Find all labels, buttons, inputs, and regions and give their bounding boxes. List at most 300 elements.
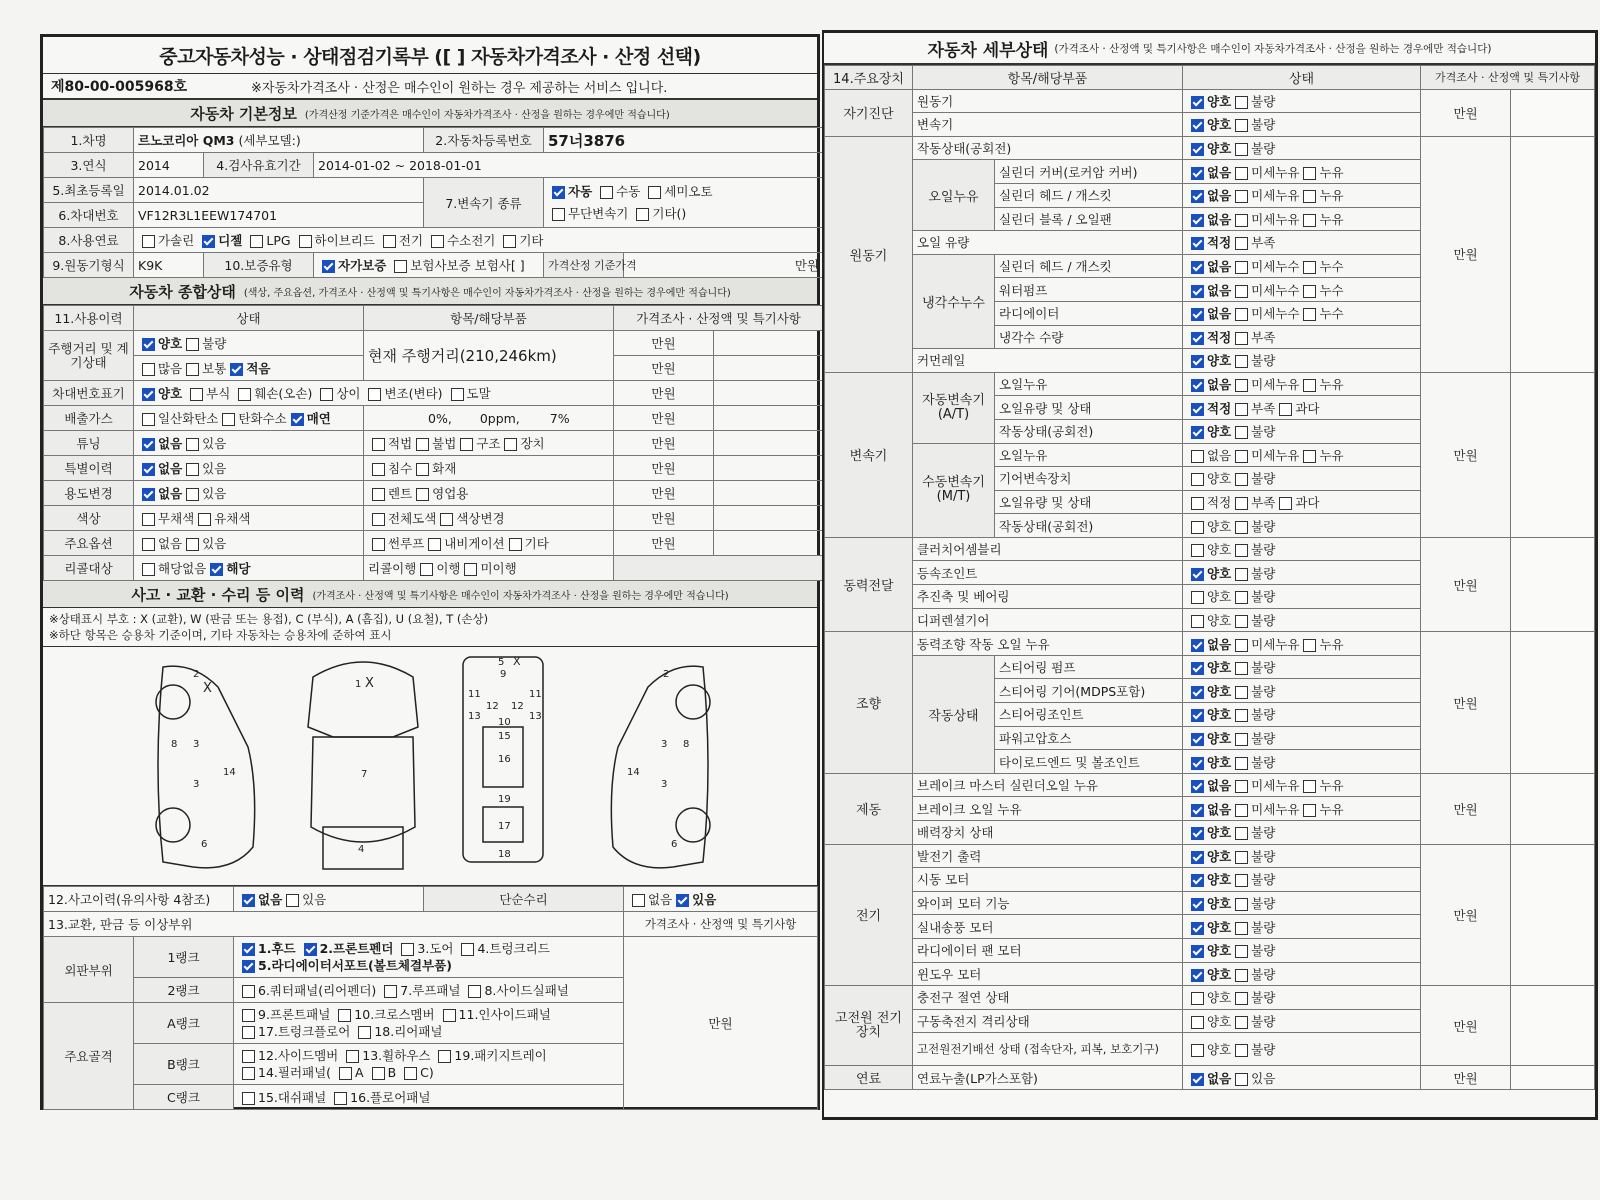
radiator-leak-checkbox[interactable] [1303,308,1316,321]
tuning-illegal-checkbox[interactable] [416,438,429,451]
cv-bad-checkbox[interactable] [1235,568,1248,581]
document-number: 제80-00-005968호 [51,79,188,95]
fuel-etc-checkbox[interactable] [503,235,516,248]
mark-11-frame-l: 11 [468,689,481,700]
self-diag-label: 자기진단 [825,89,913,136]
battery-good-label: 양호 [1207,1014,1232,1030]
tuning-price: 만원 [614,431,714,456]
pillar-panel-checkbox[interactable] [242,1067,255,1080]
common-rail-good-checkbox[interactable] [1191,355,1204,368]
mt-level-over-checkbox[interactable] [1279,497,1292,510]
mileage-normal-checkbox[interactable] [186,363,199,376]
emission-co-checkbox[interactable] [142,413,155,426]
special-none-label: 없음 [158,461,183,476]
recall-na-checkbox[interactable] [142,563,155,576]
vin-mark-rust-checkbox[interactable] [190,388,203,401]
inspect-label: 4.검사유효기간 [204,153,314,178]
radiator-minor-checkbox[interactable] [1235,308,1248,321]
roof-panel-checkbox[interactable] [384,985,397,998]
alt-good-label: 양호 [1207,848,1232,864]
steer-op-cat: 작동상태 [913,655,995,773]
trans-auto-checkbox[interactable] [552,186,565,199]
usage-none-checkbox[interactable] [142,488,155,501]
trans-etc-checkbox[interactable] [636,208,649,221]
accident-title [43,581,817,608]
mt-gear-item: 기어변속장치 [995,467,1183,491]
fuel-cat-label: 연료 [825,1066,913,1090]
trans-good-checkbox[interactable] [1191,119,1204,132]
motor-bad-checkbox[interactable] [1235,96,1248,109]
at-leak-none-checkbox[interactable] [1191,379,1204,392]
cyl-head-leak-checkbox[interactable] [1303,190,1316,203]
fuel-hydrogen-label: 수소전기 [447,233,496,248]
hv-wire-good-checkbox[interactable] [1191,1044,1204,1057]
fuel-leak-exist-label: 있음 [1251,1070,1276,1086]
cyl-cover-minor-checkbox[interactable] [1235,167,1248,180]
rear-panel-checkbox[interactable] [358,1026,371,1039]
vin-mark-diff-checkbox[interactable] [320,388,333,401]
fuel-electric-checkbox[interactable] [383,235,396,248]
mark-3-right-b: 3 [661,779,668,790]
wiper-good-checkbox[interactable] [1191,898,1204,911]
ps-hose-bad-checkbox[interactable] [1235,733,1248,746]
simple-yes-label: 있음 [692,892,717,907]
accident-table [43,886,818,1110]
cyl-block-leak-label: 누유 [1319,211,1344,227]
wiper-bad-checkbox[interactable] [1235,898,1248,911]
fuel-price: 만원 [1421,1066,1511,1090]
alt-bad-checkbox[interactable] [1235,851,1248,864]
booster-bad-checkbox[interactable] [1235,827,1248,840]
radiator-none-checkbox[interactable] [1191,308,1204,321]
dash-panel-checkbox[interactable] [242,1092,255,1105]
fan-good-label: 양호 [1207,943,1232,959]
hv-wire-item: 고전원전기배선 상태 (접속단자, 피복, 보호기구) [913,1033,1183,1066]
emission-hc-checkbox[interactable] [222,413,235,426]
shaft-good-label: 양호 [1207,589,1232,605]
br-oil-leak-label: 누유 [1319,801,1344,817]
mileage-bad-checkbox[interactable] [186,338,199,351]
radiator-support-checkbox[interactable] [242,960,255,973]
cv-good-checkbox[interactable] [1191,568,1204,581]
ps-leak-minor-label: 미세누유 [1251,636,1300,652]
hv-wire-bad-checkbox[interactable] [1235,1044,1248,1057]
battery-bad-checkbox[interactable] [1235,1016,1248,1029]
exch-price-label: 가격조사 · 산정액 및 특기사항 [624,912,818,937]
trunk-lid-checkbox[interactable] [461,943,474,956]
mt-level-ok-checkbox[interactable] [1191,497,1204,510]
shaft-good-checkbox[interactable] [1191,591,1204,604]
mt-leak-item: 오일누유 [995,443,1183,467]
special-none-checkbox[interactable] [142,463,155,476]
fuel-gasoline-checkbox[interactable] [142,235,155,248]
mileage-many-checkbox[interactable] [142,363,155,376]
frame-label: 주요골격 [44,1003,134,1110]
alt-good-checkbox[interactable] [1191,851,1204,864]
warranty-self-checkbox[interactable] [322,260,335,273]
ps-joint-good-label: 양호 [1207,707,1232,723]
at-level-ok-label: 적정 [1207,400,1232,416]
fuel-leak-none-checkbox[interactable] [1191,1073,1204,1086]
water-pump-none-checkbox[interactable] [1191,285,1204,298]
cyl-cover-item: 실린더 커버(로커암 커버) [995,160,1183,184]
options-yes-checkbox[interactable] [186,538,199,551]
inside-panel-checkbox[interactable] [443,1009,456,1022]
car-diagram-svg [43,647,817,885]
window-bad-checkbox[interactable] [1235,969,1248,982]
mt-gear-bad-label: 불량 [1251,471,1276,487]
vin-mark-damage-checkbox[interactable] [238,388,251,401]
window-good-checkbox[interactable] [1191,969,1204,982]
blower-good-checkbox[interactable] [1191,922,1204,935]
right-detail-sheet [822,30,1598,1120]
trans-item: 변속기 [913,113,1183,137]
usage-business-checkbox[interactable] [416,488,429,501]
mileage-now: 현재 주행거리(210,246km) [368,347,557,365]
c-head-leak-checkbox[interactable] [1303,261,1316,274]
cyl-cover-none-checkbox[interactable] [1191,167,1204,180]
special-flood-checkbox[interactable] [372,463,385,476]
cyl-cover-leak-checkbox[interactable] [1303,167,1316,180]
form-title: 중고자동차성능 · 상태점검기록부 ([ ] 자동차가격조사 · 산정 선택) [43,37,817,74]
coolant-low-checkbox[interactable] [1235,332,1248,345]
at-level-low-checkbox[interactable] [1235,403,1248,416]
trans-auto-label: 자동 [568,183,593,199]
window-bad-label: 불량 [1251,966,1276,982]
options-price: 만원 [614,531,714,556]
floor-panel-checkbox[interactable] [334,1092,347,1105]
vin-mark-alter-checkbox[interactable] [368,388,381,401]
wheel-house-checkbox[interactable] [346,1050,359,1063]
options-none-checkbox[interactable] [142,538,155,551]
fan-good-checkbox[interactable] [1191,945,1204,958]
fuel-leak-exist-checkbox[interactable] [1235,1073,1248,1086]
options-sunroof-checkbox[interactable] [372,538,385,551]
tuning-yes-checkbox[interactable] [186,438,199,451]
booster-good-label: 양호 [1207,825,1232,841]
vin-mark-paint-checkbox[interactable] [451,388,464,401]
clutch-bad-checkbox[interactable] [1235,544,1248,557]
diff-good-checkbox[interactable] [1191,615,1204,628]
fuel-hybrid-checkbox[interactable] [299,235,312,248]
br-master-leak-checkbox[interactable] [1303,780,1316,793]
ps-gear-good-checkbox[interactable] [1191,686,1204,699]
oil-level-low-checkbox[interactable] [1235,237,1248,250]
reg-no: 57너3876 [548,131,626,150]
hv-wire-bad-label: 불량 [1251,1042,1276,1058]
mt-leak-none-checkbox[interactable] [1191,450,1204,463]
fan-item: 라디에이터 팬 모터 [913,938,1183,962]
overall-title [43,278,817,305]
mark-1-front: 1 [355,679,362,690]
water-pump-leak-checkbox[interactable] [1303,285,1316,298]
emission-hc-label: 탄화수소 [238,411,287,426]
legend-line-2: ※하단 항목은 승용차 기준이며, 기타 자동차는 승용차에 준하여 표시 [49,628,392,642]
trans-cvt-label: 무단변속기 [568,205,629,221]
mt-leak-leak-checkbox[interactable] [1303,450,1316,463]
water-pump-none-label: 없음 [1207,282,1232,298]
cyl-head-minor-checkbox[interactable] [1235,190,1248,203]
mark-14-left: 14 [223,767,236,778]
tuning-struct-checkbox[interactable] [460,438,473,451]
c-head-minor-label: 미세누수 [1251,259,1300,275]
pillar-c-checkbox[interactable] [404,1067,417,1080]
oil-level-ok-checkbox[interactable] [1191,237,1204,250]
year-label: 3.연식 [44,153,134,178]
wiper-good-label: 양호 [1207,896,1232,912]
cross-member-label: 10.크로스멤버 [354,1007,435,1022]
quarter-panel-checkbox[interactable] [242,985,255,998]
engine-op-bad-label: 불량 [1251,141,1276,157]
special-fire-checkbox[interactable] [416,463,429,476]
fan-bad-checkbox[interactable] [1235,945,1248,958]
hist-none-checkbox[interactable] [242,894,255,907]
coolant-low-label: 부족 [1251,329,1276,345]
usage-rent-checkbox[interactable] [372,488,385,501]
vin-mark-good-checkbox[interactable] [142,388,155,401]
door-checkbox[interactable] [401,943,414,956]
special-yes-checkbox[interactable] [186,463,199,476]
recall-done-checkbox[interactable] [420,563,433,576]
usage-rent-label: 렌트 [388,486,413,501]
engine-op-good-checkbox[interactable] [1191,143,1204,156]
mt-gear-good-checkbox[interactable] [1191,473,1204,486]
hood-checkbox[interactable] [242,943,255,956]
ps-joint-bad-label: 불량 [1251,707,1276,723]
mileage-good-checkbox[interactable] [142,338,155,351]
engine-price: 만원 [1421,136,1511,372]
charge-ins-good-checkbox[interactable] [1191,992,1204,1005]
left-inspection-sheet [40,34,820,1110]
color-full-paint-checkbox[interactable] [372,513,385,526]
c-head-none-label: 없음 [1207,259,1232,275]
coolant-ok-checkbox[interactable] [1191,332,1204,345]
special-yes-label: 있음 [202,461,227,476]
charge-ins-good-label: 양호 [1207,990,1232,1006]
charge-ins-bad-label: 불량 [1251,990,1276,1006]
ps-hose-good-checkbox[interactable] [1191,733,1204,746]
br-oil-minor-checkbox[interactable] [1235,804,1248,817]
hist-yes-checkbox[interactable] [286,894,299,907]
options-navi-checkbox[interactable] [428,538,441,551]
ps-pump-bad-checkbox[interactable] [1235,662,1248,675]
col-main: 14.주요장치 [825,66,913,90]
mark-3-right-a: 3 [661,739,668,750]
at-op-bad-checkbox[interactable] [1235,426,1248,439]
starter-good-checkbox[interactable] [1191,874,1204,887]
col-price-right: 가격조사 · 산정액 및 특기사항 [1421,66,1595,90]
mark-x-left: X [203,681,212,696]
hv-price: 만원 [1421,986,1511,1066]
options-sunroof-label: 썬루프 [388,536,425,551]
engine-op-item: 작동상태(공회전) [913,136,1183,160]
tuning-device-checkbox[interactable] [504,438,517,451]
at-level-ok-checkbox[interactable] [1191,403,1204,416]
cyl-block-leak-checkbox[interactable] [1303,214,1316,227]
ps-pump-bad-label: 불량 [1251,660,1276,676]
exch-price-value: 만원 [624,937,818,1110]
fuel-leak-item: 연료누출(LP가스포함) [913,1066,1183,1090]
vin-mark-paint-label: 도말 [466,386,491,401]
starter-bad-checkbox[interactable] [1235,874,1248,887]
recall-notdone-checkbox[interactable] [464,563,477,576]
cv-item: 등속조인트 [913,561,1183,585]
fuel-diesel-checkbox[interactable] [202,235,215,248]
emission-smoke-checkbox[interactable] [291,413,304,426]
engine-op-good-label: 양호 [1207,141,1232,157]
ps-leak-leak-checkbox[interactable] [1303,639,1316,652]
side-member-checkbox[interactable] [242,1050,255,1063]
form-subheader [43,74,817,100]
at-leak-minor-checkbox[interactable] [1235,379,1248,392]
color-achro-checkbox[interactable] [142,513,155,526]
trans-bad-label: 불량 [1251,117,1276,133]
simple-repair-label: 단순수리 [424,887,624,912]
fuel-leak-none-label: 없음 [1207,1070,1232,1086]
water-pump-minor-checkbox[interactable] [1235,285,1248,298]
recall-yes-checkbox[interactable] [210,563,223,576]
color-change-checkbox[interactable] [440,513,453,526]
mark-4-front: 4 [358,844,365,855]
tuning-yes-label: 있음 [202,436,227,451]
motor-item: 원동기 [913,89,1183,113]
options-etc-checkbox[interactable] [509,538,522,551]
simple-yes-checkbox[interactable] [676,894,689,907]
mt-level-low-checkbox[interactable] [1235,497,1248,510]
mark-x-front: X [365,676,374,691]
rankC-label: C랭크 [134,1085,234,1110]
reg-no-label: 2.자동차등록번호 [424,128,544,153]
mt-op-bad-checkbox[interactable] [1235,521,1248,534]
br-master-minor-label: 미세누유 [1251,778,1300,794]
cyl-block-minor-checkbox[interactable] [1235,214,1248,227]
year-value: 2014 [134,153,204,178]
front-panel-checkbox[interactable] [242,1009,255,1022]
charge-ins-item: 충전구 절연 상태 [913,986,1183,1010]
charge-ins-bad-checkbox[interactable] [1235,992,1248,1005]
car-name: 르노코리아 QM3 [138,133,235,148]
clutch-good-checkbox[interactable] [1191,544,1204,557]
vin-mark-price: 만원 [614,381,714,406]
trans-semi-checkbox[interactable] [648,186,661,199]
at-level-over-checkbox[interactable] [1279,403,1292,416]
trans-bad-checkbox[interactable] [1235,119,1248,132]
special-price: 만원 [614,456,714,481]
pillar-b-checkbox[interactable] [372,1067,385,1080]
tie-rod-good-checkbox[interactable] [1191,757,1204,770]
blower-bad-checkbox[interactable] [1235,922,1248,935]
br-oil-leak-checkbox[interactable] [1303,804,1316,817]
ps-leak-minor-checkbox[interactable] [1235,639,1248,652]
motor-good-checkbox[interactable] [1191,96,1204,109]
trans-manual-checkbox[interactable] [600,186,613,199]
br-master-none-checkbox[interactable] [1191,780,1204,793]
special-label: 특별이력 [44,456,134,481]
br-oil-none-checkbox[interactable] [1191,804,1204,817]
warranty-insurer-label: 보험사보증 보험사[ ] [410,258,525,273]
mt-leak-minor-checkbox[interactable] [1235,450,1248,463]
vin-mark-diff-label: 상이 [336,386,361,401]
recall-item-label: 리콜이행 [368,561,417,576]
trans-cvt-checkbox[interactable] [552,208,565,221]
side-sill-checkbox[interactable] [468,985,481,998]
at-op-bad-label: 불량 [1251,424,1276,440]
fuel-lpg-checkbox[interactable] [250,235,263,248]
color-chro-checkbox[interactable] [198,513,211,526]
elec-price: 만원 [1421,844,1511,986]
front-fender-checkbox[interactable] [304,943,317,956]
ps-joint-good-checkbox[interactable] [1191,709,1204,722]
at-op-good-checkbox[interactable] [1191,426,1204,439]
tuning-struct-label: 구조 [476,436,501,451]
at-leak-leak-checkbox[interactable] [1303,379,1316,392]
mt-op-good-checkbox[interactable] [1191,521,1204,534]
booster-good-checkbox[interactable] [1191,827,1204,840]
fuel-lpg-label: LPG [266,233,291,248]
tuning-none-checkbox[interactable] [142,438,155,451]
pillar-panel-label: 14.필러패널( [258,1065,332,1080]
mark-15-frame: 15 [498,731,511,742]
ps-joint-bad-checkbox[interactable] [1235,709,1248,722]
fuel-hydrogen-checkbox[interactable] [431,235,444,248]
engine-op-bad-checkbox[interactable] [1235,143,1248,156]
pillar-c-label: C) [420,1065,434,1080]
c-head-none-checkbox[interactable] [1191,261,1204,274]
coolant-leak-cat: 냉각수누수 [913,254,995,348]
tuning-legal-checkbox[interactable] [372,438,385,451]
trans-label: 7.변속기 종류 [424,178,544,228]
package-tray-checkbox[interactable] [438,1050,451,1063]
c-head-minor-checkbox[interactable] [1235,261,1248,274]
mileage-label: 주행거리 및 계기상태 [44,331,134,381]
detail-table [824,65,1595,1090]
mileage-low-checkbox[interactable] [230,363,243,376]
mt-gear-bad-checkbox[interactable] [1235,473,1248,486]
diff-bad-checkbox[interactable] [1235,615,1248,628]
mark-9-frame: 9 [500,669,507,680]
power-cat-label: 동력전달 [825,537,913,631]
shaft-bad-checkbox[interactable] [1235,591,1248,604]
cross-member-checkbox[interactable] [338,1009,351,1022]
vin-mark-alter-label: 변조(변타) [384,386,443,401]
simple-none-checkbox[interactable] [632,894,645,907]
mileage-low-label: 적음 [246,361,271,376]
basic-info-table [43,127,824,278]
trans-etc-label: 기타() [652,205,687,221]
usage-yes-checkbox[interactable] [186,488,199,501]
common-rail-bad-checkbox[interactable] [1235,355,1248,368]
basic-info-title [43,100,817,127]
warranty-insurer-checkbox[interactable] [394,260,407,273]
pillar-a-checkbox[interactable] [339,1067,352,1080]
battery-good-checkbox[interactable] [1191,1016,1204,1029]
cyl-block-none-checkbox[interactable] [1191,214,1204,227]
br-master-minor-checkbox[interactable] [1235,780,1248,793]
cyl-head-none-checkbox[interactable] [1191,190,1204,203]
ps-leak-none-checkbox[interactable] [1191,639,1204,652]
ps-gear-bad-checkbox[interactable] [1235,686,1248,699]
radiator-minor-label: 미세누수 [1251,306,1300,322]
ps-pump-good-checkbox[interactable] [1191,662,1204,675]
fan-bad-label: 불량 [1251,943,1276,959]
hist-none-label: 없음 [258,892,283,907]
tie-rod-bad-checkbox[interactable] [1235,757,1248,770]
overall-table [43,305,824,581]
trunk-floor-checkbox[interactable] [242,1026,255,1039]
mileage-normal-label: 보통 [202,361,227,376]
color-chro-label: 유채색 [214,511,251,526]
rank2-label: 2랭크 [134,978,234,1003]
